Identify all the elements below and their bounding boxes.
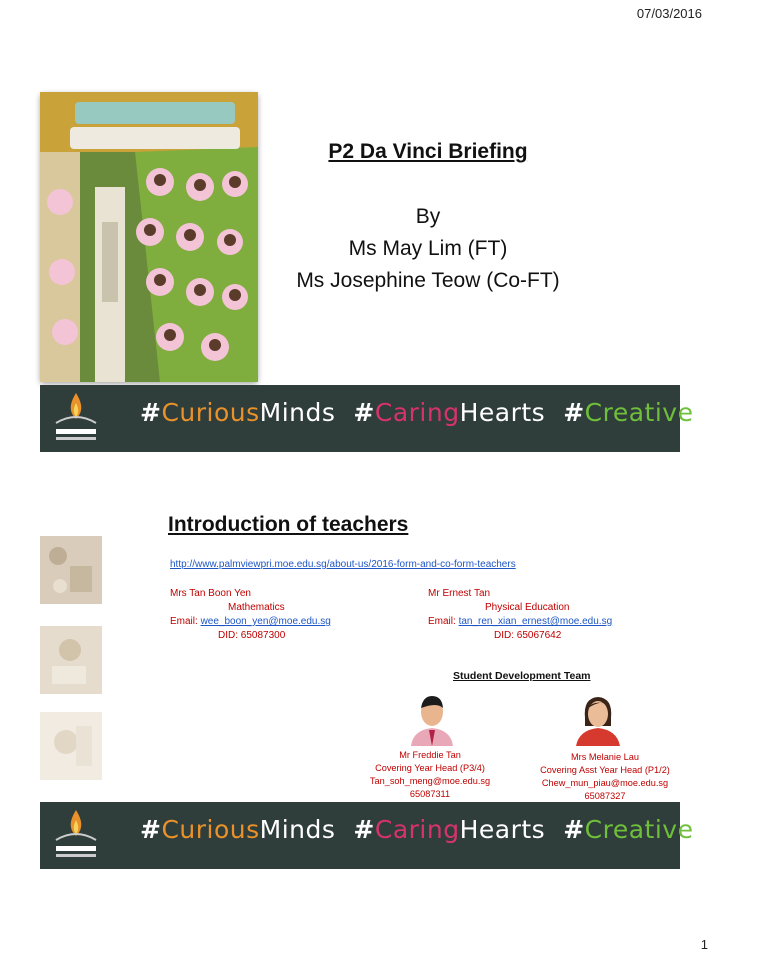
teacher-left-email-link[interactable]: wee_boon_yen@moe.edu.sg xyxy=(200,616,331,627)
decorative-texture-image xyxy=(40,536,102,604)
teacher-right-name: Mr Ernest Tan xyxy=(428,588,491,599)
teacher-right-subject: Physical Education xyxy=(485,602,570,613)
slide1-title: P2 Da Vinci Briefing xyxy=(328,140,528,163)
values-hashtags: #CuriousMinds #CaringHearts #CreativeSpirits xyxy=(140,815,776,844)
team-member-1: Mr Freddie Tan Covering Year Head (P3/4) Tan_soh_meng@moe.edu.sg 65087311 xyxy=(369,750,491,799)
page-number: 1 xyxy=(700,937,708,952)
teacher-right-did: DID: 65067642 xyxy=(494,630,562,641)
team-member-2: Mrs Melanie Lau Covering Asst Year Head (P1/2) Chew_mun_piau@moe.edu.sg 65087327 xyxy=(540,752,670,801)
teachers-page-link[interactable]: http://www.palmviewpri.moe.edu.sg/about-us/2016-form-and-co-form-teachers xyxy=(170,559,516,570)
school-values-banner xyxy=(40,385,776,452)
freddie-tan-photo xyxy=(407,690,457,746)
decorative-texture-image xyxy=(40,626,102,694)
teacher-left-email-line: Email: wee_boon_yen@moe.edu.sg xyxy=(170,616,331,627)
melanie-lau-photo xyxy=(573,690,623,746)
teacher-left-did: DID: 65087300 xyxy=(218,630,286,641)
values-hashtags: #CuriousMinds #CaringHearts #CreativeSpirits xyxy=(140,398,776,427)
school-values-banner xyxy=(40,802,776,869)
slide1-teacher2: Ms Josephine Teow (Co-FT) xyxy=(296,269,560,292)
teacher-left-subject: Mathematics xyxy=(228,602,285,613)
decorative-texture-image xyxy=(40,712,102,780)
palmview-logo-icon xyxy=(48,806,104,864)
teacher-left-name: Mrs Tan Boon Yen xyxy=(170,588,251,599)
student-development-team-title: Student Development Team xyxy=(453,670,591,682)
slide2-title: Introduction of teachers xyxy=(168,513,409,536)
slide1-by: By xyxy=(415,205,441,228)
page-date: 07/03/2016 xyxy=(636,6,702,21)
teacher-right-email-line: Email: tan_ren_xian_ernest@moe.edu.sg xyxy=(428,616,613,627)
teacher-right-email-link[interactable]: tan_ren_xian_ernest@moe.edu.sg xyxy=(458,616,613,627)
slide1-teacher1: Ms May Lim (FT) xyxy=(348,237,508,260)
palmview-logo-icon xyxy=(48,389,104,447)
classroom-door-photo xyxy=(40,92,258,382)
